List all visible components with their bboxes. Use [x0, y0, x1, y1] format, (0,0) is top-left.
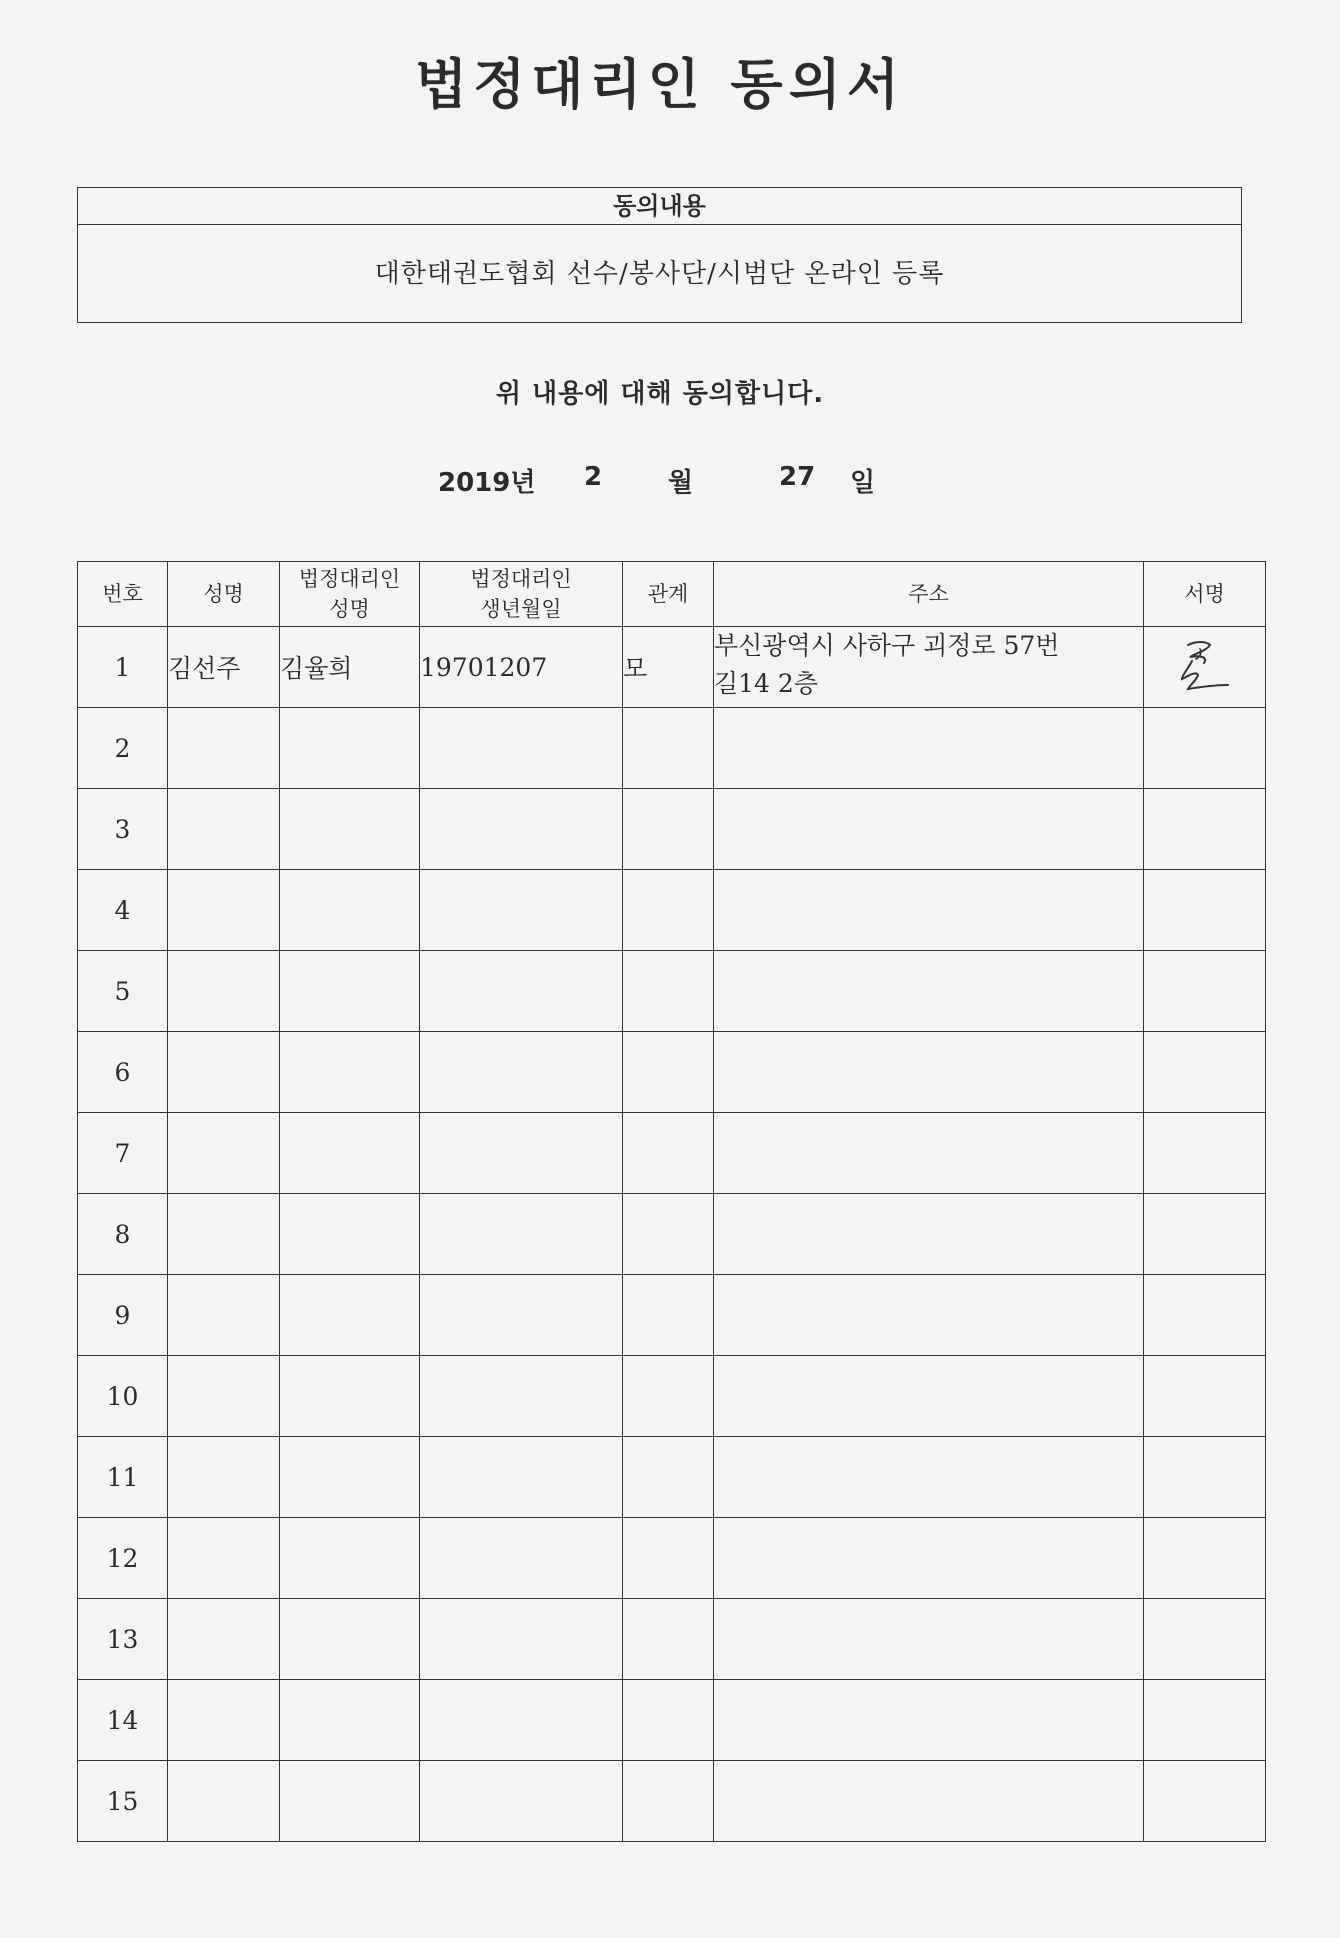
cell-name: [168, 1113, 280, 1194]
cell-name: [168, 789, 280, 870]
cell-no: 11: [78, 1437, 168, 1518]
cell-no: 10: [78, 1356, 168, 1437]
cell-no: 13: [78, 1599, 168, 1680]
cell-signature: [1144, 1761, 1266, 1842]
header-signature: 서명: [1144, 562, 1266, 627]
cell-guardian-name: [280, 1437, 420, 1518]
cell-guardian-name: [280, 1113, 420, 1194]
header-relation: 관계: [623, 562, 714, 627]
table-row: [78, 1113, 1266, 1194]
cell-guardian-birth: [420, 708, 623, 789]
date-day-value: 27: [779, 462, 816, 492]
cell-name: [168, 951, 280, 1032]
cell-guardian-name: 김율희: [280, 627, 420, 708]
cell-signature: [1144, 1194, 1266, 1275]
cell-name: [168, 1275, 280, 1356]
date-month-value: 2: [584, 462, 603, 492]
cell-signature: [1144, 1275, 1266, 1356]
header-guardian-name: [280, 562, 420, 627]
consent-heading: 동의내용: [78, 188, 1241, 225]
cell-signature: [1144, 627, 1266, 708]
date-day-unit: 일: [850, 468, 876, 498]
cell-guardian-name: [280, 1194, 420, 1275]
cell-guardian-birth: [420, 1518, 623, 1599]
cell-signature: [1144, 789, 1266, 870]
cell-no: 12: [78, 1518, 168, 1599]
cell-guardian-name: [280, 1356, 420, 1437]
cell-address: [714, 1680, 1144, 1761]
cell-relation: 모: [623, 627, 714, 708]
table-row: [78, 1275, 1266, 1356]
header-no: 번호: [78, 562, 168, 627]
cell-relation: [623, 951, 714, 1032]
cell-name: [168, 1032, 280, 1113]
header-guardian-birth: [420, 562, 623, 627]
document-title: 법정대리인 동의서: [414, 53, 906, 116]
cell-guardian-birth: [420, 1761, 623, 1842]
cell-signature: [1144, 1599, 1266, 1680]
cell-guardian-name: [280, 1275, 420, 1356]
cell-signature: [1144, 708, 1266, 789]
cell-relation: [623, 1680, 714, 1761]
table-row: [78, 627, 1266, 708]
table-row: [78, 1680, 1266, 1761]
cell-address: [714, 1599, 1144, 1680]
cell-no: 5: [78, 951, 168, 1032]
cell-name: [168, 1437, 280, 1518]
cell-signature: [1144, 1680, 1266, 1761]
cell-signature: [1144, 870, 1266, 951]
cell-guardian-name: [280, 951, 420, 1032]
address-line-1: 부신광역시 사하구 괴정로 57번: [714, 631, 1060, 660]
cell-name: [168, 1194, 280, 1275]
cell-guardian-name: [280, 1518, 420, 1599]
cell-guardian-birth: [420, 1275, 623, 1356]
header-guardian-birth-line1: 법정대리인: [470, 567, 572, 591]
agreement-statement: 위 내용에 대해 동의합니다.: [495, 379, 825, 409]
table-row: [78, 708, 1266, 789]
cell-no: 2: [78, 708, 168, 789]
cell-no: 14: [78, 1680, 168, 1761]
cell-address: [714, 1032, 1144, 1113]
table-header-row: [78, 562, 1266, 627]
cell-relation: [623, 789, 714, 870]
cell-address: [714, 1275, 1144, 1356]
cell-address: [714, 708, 1144, 789]
cell-guardian-birth: 19701207: [420, 627, 623, 708]
cell-relation: [623, 870, 714, 951]
cell-name: [168, 1518, 280, 1599]
cell-address: [714, 627, 1144, 708]
cell-no: 7: [78, 1113, 168, 1194]
cell-signature: [1144, 1113, 1266, 1194]
table-row: [78, 870, 1266, 951]
address-line-2: 길14 2층: [714, 669, 818, 698]
table-row: [78, 1518, 1266, 1599]
cell-no: 15: [78, 1761, 168, 1842]
cell-guardian-birth: [420, 870, 623, 951]
header-address: 주소: [714, 562, 1144, 627]
table-body: [78, 627, 1266, 1842]
guardian-roster-table: [77, 561, 1266, 1842]
cell-guardian-name: [280, 870, 420, 951]
table-row: [78, 951, 1266, 1032]
cell-address: [714, 1518, 1144, 1599]
cell-no: 3: [78, 789, 168, 870]
cell-guardian-name: [280, 1761, 420, 1842]
cell-relation: [623, 1032, 714, 1113]
cell-relation: [623, 1518, 714, 1599]
date-month-unit: 월: [668, 468, 694, 498]
cell-address: [714, 1113, 1144, 1194]
cell-relation: [623, 1356, 714, 1437]
cell-guardian-name: [280, 708, 420, 789]
cell-no: 6: [78, 1032, 168, 1113]
header-guardian-name-line2: 성명: [329, 597, 370, 621]
cell-no: 4: [78, 870, 168, 951]
cell-guardian-birth: [420, 1032, 623, 1113]
cell-signature: [1144, 1437, 1266, 1518]
cell-name: [168, 870, 280, 951]
consent-content-box: [77, 187, 1242, 323]
cell-guardian-birth: [420, 1599, 623, 1680]
date-year: 2019년: [438, 468, 536, 498]
cell-signature: [1144, 1356, 1266, 1437]
table-row: [78, 1437, 1266, 1518]
cell-relation: [623, 1437, 714, 1518]
cell-signature: [1144, 1518, 1266, 1599]
cell-guardian-name: [280, 1599, 420, 1680]
cell-guardian-birth: [420, 951, 623, 1032]
table-row: [78, 1599, 1266, 1680]
table-row: [78, 1194, 1266, 1275]
cell-guardian-birth: [420, 1194, 623, 1275]
cell-name: [168, 1761, 280, 1842]
cell-guardian-name: [280, 789, 420, 870]
cell-relation: [623, 1761, 714, 1842]
cell-name: [168, 1356, 280, 1437]
cell-guardian-birth: [420, 1680, 623, 1761]
header-name: 성명: [168, 562, 280, 627]
cell-address: [714, 1437, 1144, 1518]
cell-guardian-name: [280, 1680, 420, 1761]
cell-name: [168, 1680, 280, 1761]
cell-guardian-name: [280, 1032, 420, 1113]
table-row: [78, 1761, 1266, 1842]
consent-content-text: 대한태권도협회 선수/봉사단/시범단 온라인 등록: [374, 259, 945, 289]
cell-address: [714, 1356, 1144, 1437]
cell-signature: [1144, 1032, 1266, 1113]
cell-address: [714, 1761, 1144, 1842]
cell-address: [714, 870, 1144, 951]
cell-no: 1: [78, 627, 168, 708]
table-row: [78, 1356, 1266, 1437]
cell-relation: [623, 708, 714, 789]
cell-name: [168, 708, 280, 789]
cell-guardian-birth: [420, 1437, 623, 1518]
header-guardian-name-line1: 법정대리인: [298, 567, 401, 591]
table-row: [78, 789, 1266, 870]
cell-relation: [623, 1275, 714, 1356]
cell-signature: [1144, 951, 1266, 1032]
cell-guardian-birth: [420, 1113, 623, 1194]
cell-no: 8: [78, 1194, 168, 1275]
cell-guardian-birth: [420, 789, 623, 870]
cell-name: [168, 1599, 280, 1680]
cell-no: 9: [78, 1275, 168, 1356]
table-row: [78, 1032, 1266, 1113]
cell-address: [714, 789, 1144, 870]
header-guardian-birth-line2: 생년월일: [480, 597, 562, 621]
cell-name: 김선주: [168, 627, 280, 708]
cell-address: [714, 1194, 1144, 1275]
cell-address: [714, 951, 1144, 1032]
cell-relation: [623, 1194, 714, 1275]
cell-relation: [623, 1113, 714, 1194]
cell-guardian-birth: [420, 1356, 623, 1437]
handwritten-signature-icon: [1170, 635, 1240, 699]
cell-relation: [623, 1599, 714, 1680]
